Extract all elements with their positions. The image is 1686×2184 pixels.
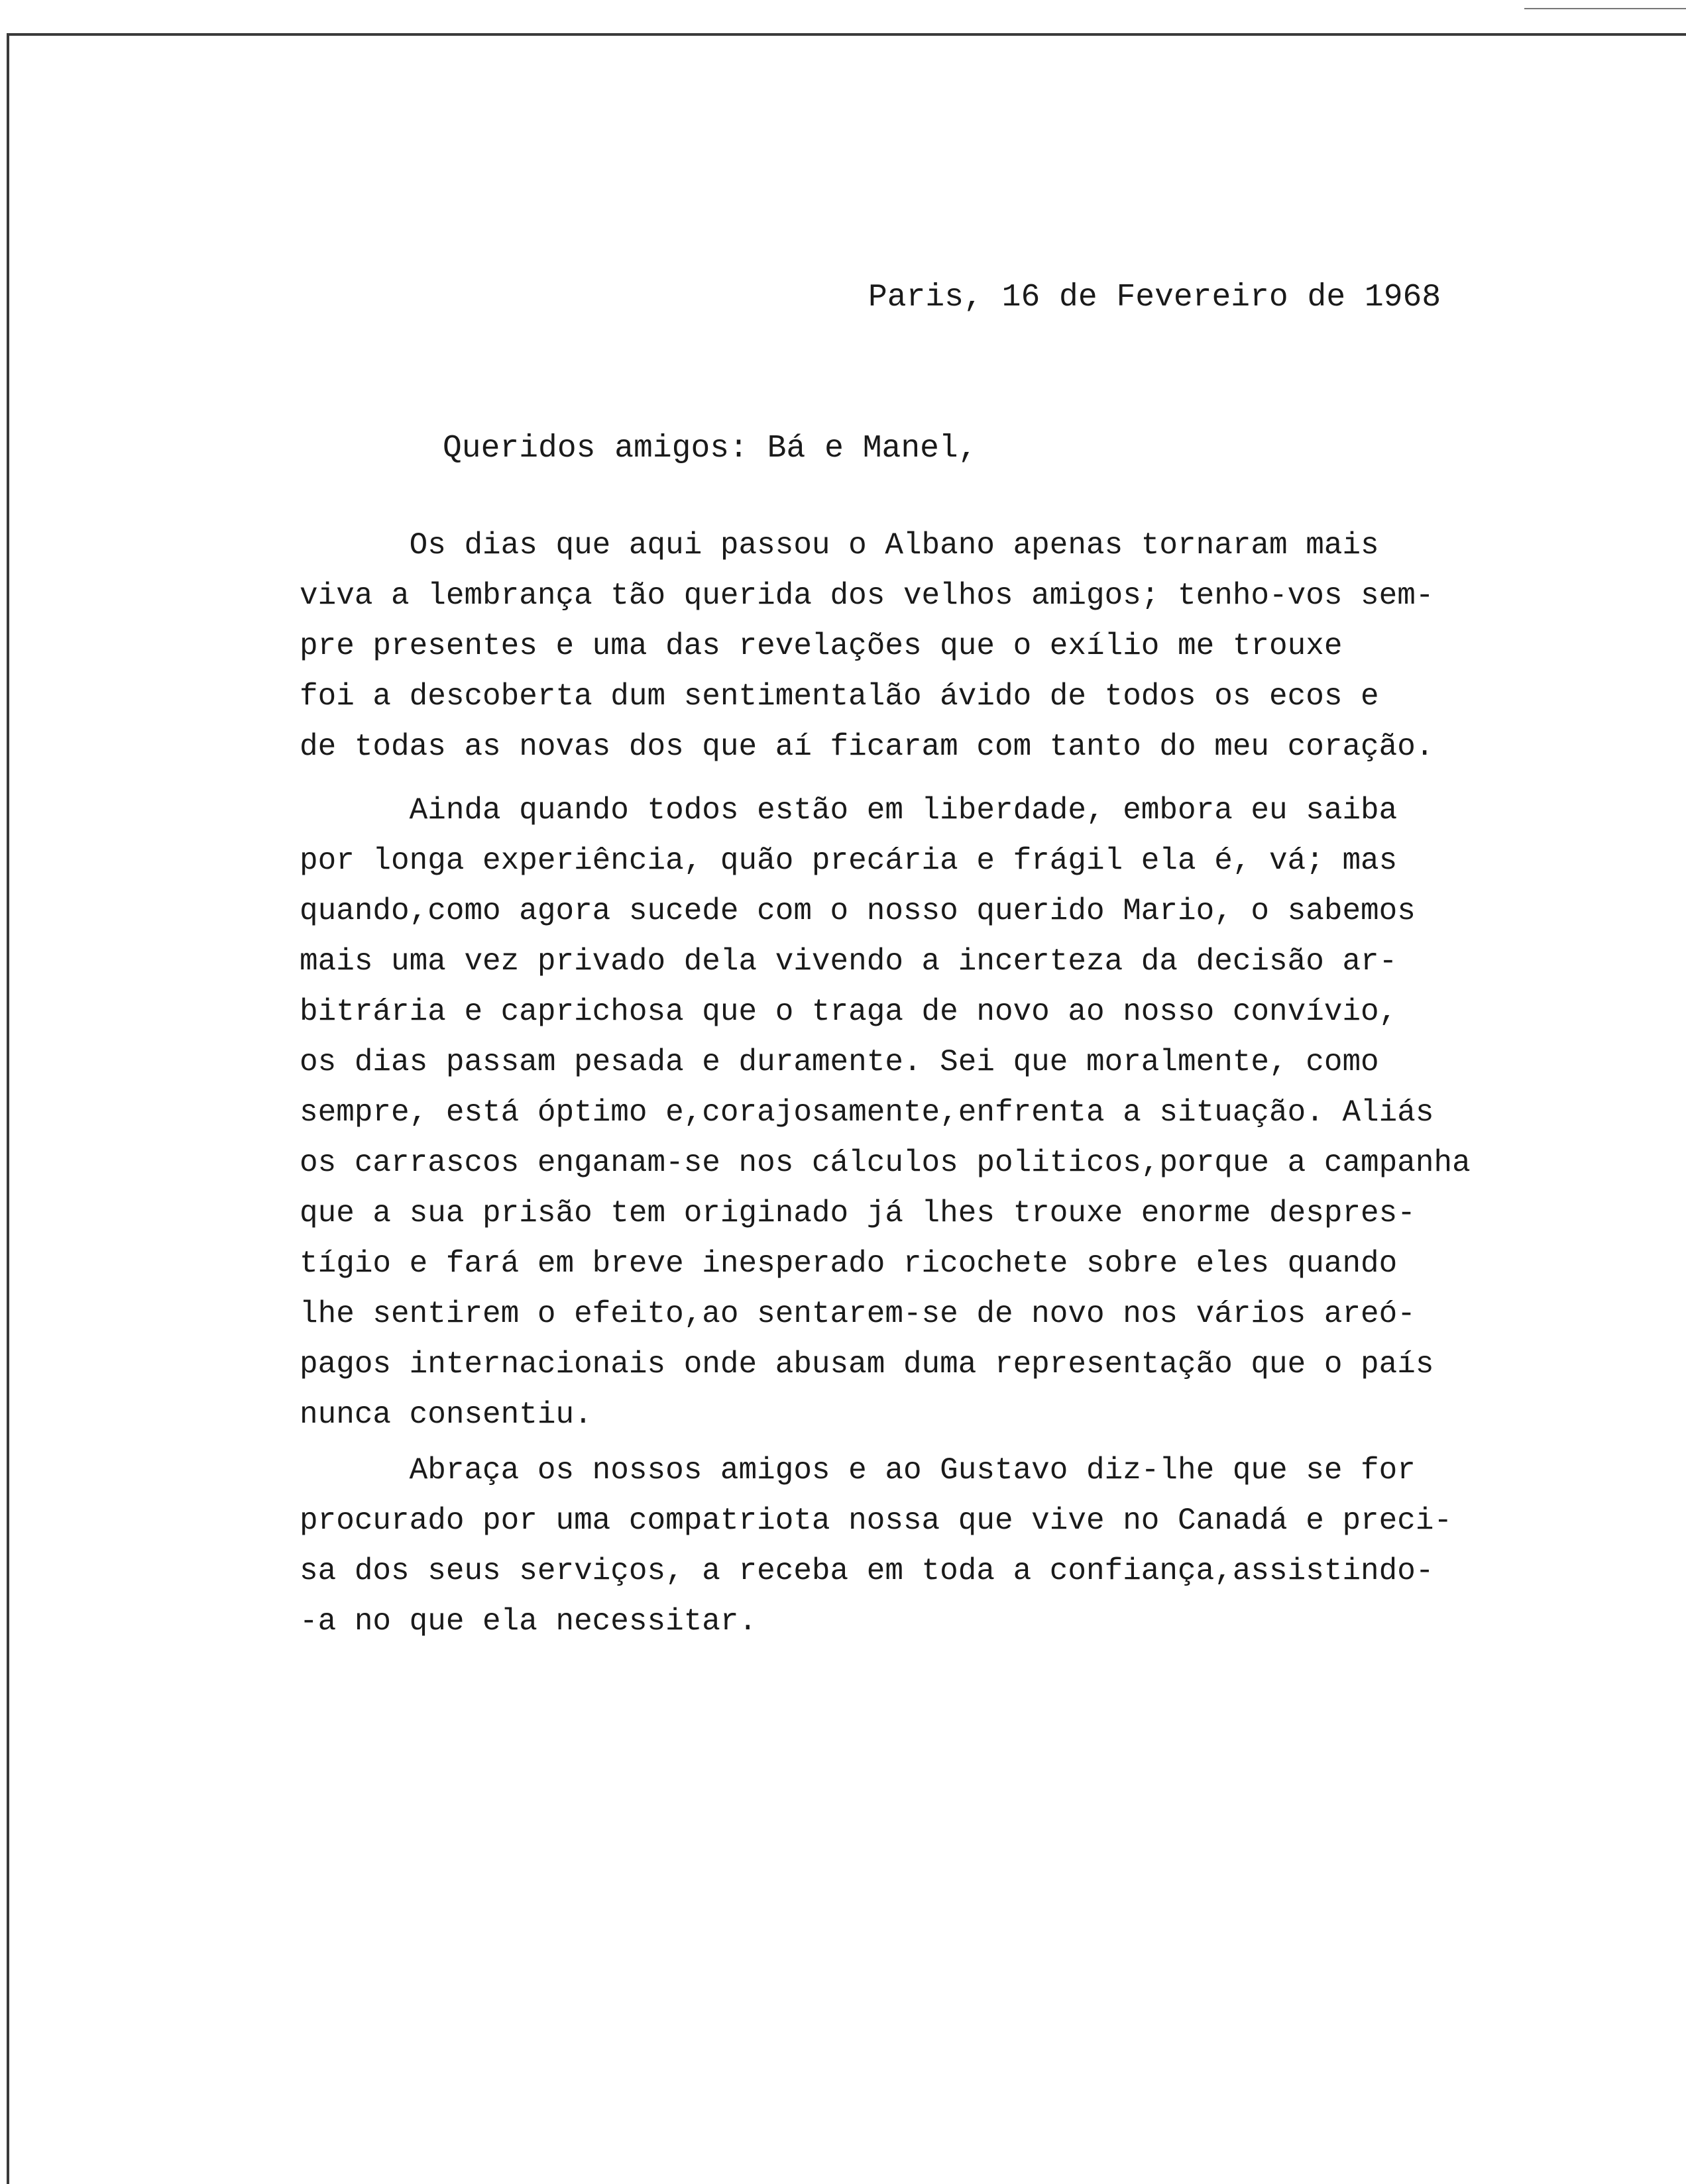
- paragraph-1-line-1: Os dias que aqui passou o Albano apenas tornaram mais: [300, 528, 1379, 563]
- salutation: Queridos amigos: Bá e Manel,: [443, 431, 978, 466]
- paragraph-2-line-11: lhe sentirem o efeito,ao sentarem-se de novo nos vários areó-: [300, 1297, 1416, 1331]
- paragraph-3-line-4: -a no que ela necessitar.: [300, 1604, 758, 1639]
- paragraph-2-line-6: os dias passam pesada e duramente. Sei que moralmente, como: [300, 1045, 1379, 1079]
- paragraph-3-line-2: procurado por uma compatriota nossa que vive no Canadá e preci-: [300, 1503, 1453, 1538]
- paragraph-2-line-9: que a sua prisão tem originado já lhes trouxe enorme despres-: [300, 1196, 1416, 1230]
- paragraph-2-line-4: mais uma vez privado dela vivendo a incerteza da decisão ar-: [300, 944, 1398, 979]
- paragraph-2-line-1: Ainda quando todos estão em liberdade, embora eu saiba: [300, 793, 1398, 828]
- paragraph-2-line-2: por longa experiência, quão precária e frágil ela é, vá; mas: [300, 844, 1398, 878]
- page-edge-left: [7, 33, 9, 2184]
- paragraph-1-line-4: foi a descoberta dum sentimentalão ávido de todos os ecos e: [300, 679, 1379, 714]
- page-corner-mark: [1524, 8, 1686, 9]
- paragraph-2-line-12: pagos internacionais onde abusam duma representação que o país: [300, 1347, 1434, 1382]
- paragraph-2-line-8: os carrascos enganam-se nos cálculos politicos,porque a campanha: [300, 1146, 1471, 1180]
- paragraph-2-line-5: bitrária e caprichosa que o traga de novo ao nosso convívio,: [300, 995, 1398, 1029]
- paragraph-2-line-10: tígio e fará em breve inesperado ricochete sobre eles quando: [300, 1246, 1398, 1281]
- paragraph-2-line-3: quando,como agora sucede com o nosso querido Mario, o sabemos: [300, 894, 1416, 928]
- paragraph-1-line-3: pre presentes e uma das revelações que o exílio me trouxe: [300, 629, 1343, 663]
- paragraph-2-line-7: sempre, está óptimo e,corajosamente,enfrenta a situação. Aliás: [300, 1095, 1434, 1130]
- page-edge-top: [7, 33, 1686, 36]
- paragraph-1-line-5: de todas as novas dos que aí ficaram com tanto do meu coração.: [300, 730, 1434, 764]
- paragraph-3-line-3: sa dos seus serviços, a receba em toda a confiança,assistindo-: [300, 1554, 1434, 1588]
- paragraph-2-line-13: nunca consentiu.: [300, 1397, 592, 1432]
- paragraph-1-line-2: viva a lembrança tão querida dos velhos amigos; tenho-vos sem-: [300, 578, 1434, 613]
- date-line: Paris, 16 de Fevereiro de 1968: [868, 280, 1441, 315]
- paragraph-3-line-1: Abraça os nossos amigos e ao Gustavo diz-lhe que se for: [300, 1453, 1416, 1488]
